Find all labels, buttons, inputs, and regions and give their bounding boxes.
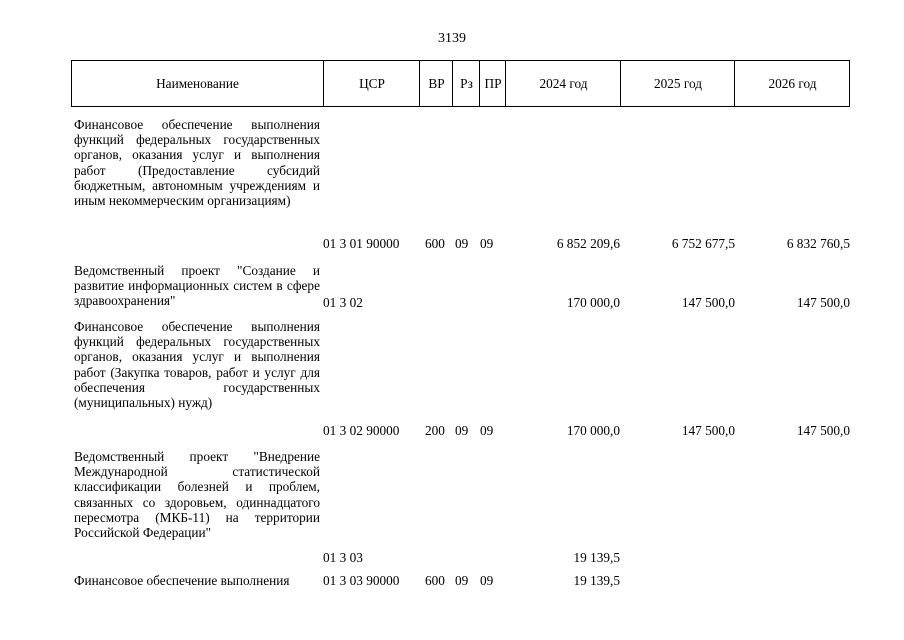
row-2026: 147 500,0 <box>796 295 850 310</box>
column-header-pr: ПР <box>479 61 506 106</box>
row-pr: 09 <box>480 236 494 251</box>
row-2024: 170 000,0 <box>566 295 620 310</box>
row-csr: 01 3 03 90000 <box>323 573 400 588</box>
row-2025: 147 500,0 <box>681 295 735 310</box>
row-vr: 600 <box>425 236 445 251</box>
column-header-2024: 2024 год <box>505 61 621 106</box>
row-name: Финансовое обеспечение выполнения <box>74 573 290 588</box>
row-2026: 6 832 760,5 <box>786 236 850 251</box>
row-2025: 6 752 677,5 <box>671 236 735 251</box>
row-rz: 09 <box>455 236 469 251</box>
column-header-rz: Рз <box>452 61 480 106</box>
column-header-2025: 2025 год <box>620 61 735 106</box>
row-pr: 09 <box>480 573 494 588</box>
row-name: Финансовое обеспечение выполнения функций федеральных государственных органов, оказания услуг и выполнения работ (Закупка товаров, работ и услуг для обеспечения государственных (муниципальных) нужд) <box>74 319 320 411</box>
row-2025: 147 500,0 <box>681 423 735 438</box>
column-header-2026: 2026 год <box>734 61 850 106</box>
row-csr: 01 3 02 <box>323 295 363 310</box>
row-2024: 6 852 209,6 <box>556 236 620 251</box>
row-rz: 09 <box>455 423 469 438</box>
row-pr: 09 <box>480 423 494 438</box>
row-2024: 170 000,0 <box>566 423 620 438</box>
row-csr: 01 3 03 <box>323 550 363 565</box>
page-number: 3139 <box>438 31 466 46</box>
row-name: Финансовое обеспечение выполнения функций федеральных государственных органов, оказания услуг и выполнения работ (Предоставление субсидий бюджетным, автономным учреждениям и иным некоммерческим организациям) <box>74 117 320 209</box>
row-vr: 200 <box>425 423 445 438</box>
row-2024: 19 139,5 <box>573 573 620 588</box>
row-rz: 09 <box>455 573 469 588</box>
row-name: Ведомственный проект "Создание и развитие информационных систем в сфере здравоохранения" <box>74 263 320 309</box>
row-csr: 01 3 01 90000 <box>323 236 400 251</box>
column-header-name: Наименование <box>156 75 239 91</box>
row-name: Ведомственный проект "Внедрение Международной статистической классификации болезней и проблем, связанных со здоровьем, одиннадцатого пересмотра (МКБ-11) на территории Российской Федерации" <box>74 449 320 541</box>
column-header-csr: ЦСР <box>323 61 420 106</box>
table-header <box>71 60 850 107</box>
row-vr: 600 <box>425 573 445 588</box>
column-header-vr: ВР <box>419 61 453 106</box>
row-csr: 01 3 02 90000 <box>323 423 400 438</box>
row-2024: 19 139,5 <box>573 550 620 565</box>
row-2026: 147 500,0 <box>796 423 850 438</box>
